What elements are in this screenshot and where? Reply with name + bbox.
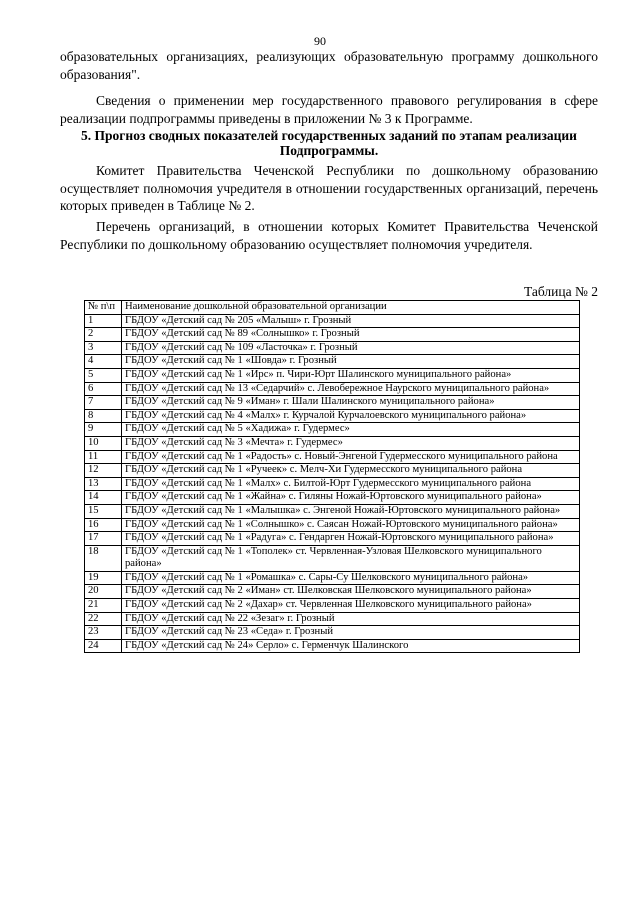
organization-name: ГБДОУ «Детский сад № 1 «Ирс» п. Чири-Юрт Шалинского муниципального района» <box>122 368 580 382</box>
organizations-table <box>84 300 580 653</box>
row-number: 22 <box>85 612 122 626</box>
table-row <box>85 368 580 382</box>
organization-name: ГБДОУ «Детский сад № 2 «Иман» ст. Шелковская Шелковского муниципального района» <box>122 585 580 599</box>
row-number: 2 <box>85 328 122 342</box>
row-number: 21 <box>85 599 122 613</box>
table-caption: Таблица № 2 <box>524 284 598 299</box>
table-row <box>85 491 580 505</box>
organization-name: ГБДОУ «Детский сад № 1 «Малх» с. Билтой-Юрт Гудермесского муниципального района <box>122 477 580 491</box>
table-row <box>85 612 580 626</box>
organization-name: ГБДОУ «Детский сад № 3 «Мечта» г. Гудермес» <box>122 436 580 450</box>
table-header-row <box>85 301 580 315</box>
table-row <box>85 450 580 464</box>
row-number: 8 <box>85 409 122 423</box>
header-organization-name: Наименование дошкольной образовательной организации <box>122 301 580 315</box>
row-number: 20 <box>85 585 122 599</box>
paragraph-1: образовательных организациях, реализующих образовательную программу дошкольного образования". <box>60 49 598 82</box>
organization-name: ГБДОУ «Детский сад № 2 «Дахар» ст. Червленная Шелковского муниципального района» <box>122 599 580 613</box>
organization-name: ГБДОУ «Детский сад № 5 «Хадижа» г. Гудермес» <box>122 423 580 437</box>
row-number: 19 <box>85 571 122 585</box>
organizations-table-container <box>84 300 580 653</box>
row-number: 5 <box>85 368 122 382</box>
table-row <box>85 423 580 437</box>
row-number: 14 <box>85 491 122 505</box>
row-number: 1 <box>85 314 122 328</box>
row-number: 11 <box>85 450 122 464</box>
organization-name: ГБДОУ «Детский сад № 13 «Седарчий» с. Левобережное Наурского муниципального района» <box>122 382 580 396</box>
row-number: 4 <box>85 355 122 369</box>
table-row <box>85 599 580 613</box>
organization-name: ГБДОУ «Детский сад № 4 «Малх» г. Курчалой Курчалоевского муниципального района» <box>122 409 580 423</box>
row-number: 3 <box>85 341 122 355</box>
organization-name: ГБДОУ «Детский сад № 1 «Жайна» с. Гиляны Ножай-Юртовского муниципального района» <box>122 491 580 505</box>
table-row <box>85 314 580 328</box>
row-number: 15 <box>85 504 122 518</box>
organization-name: ГБДОУ «Детский сад № 1 «Шовда» г. Грозный <box>122 355 580 369</box>
row-number: 7 <box>85 396 122 410</box>
table-row <box>85 341 580 355</box>
organization-name: ГБДОУ «Детский сад № 22 «Зезаг» г. Грозный <box>122 612 580 626</box>
organization-name: ГБДОУ «Детский сад № 89 «Солнышко» г. Грозный <box>122 328 580 342</box>
row-number: 16 <box>85 518 122 532</box>
header-number: № п\п <box>85 301 122 315</box>
organization-name: ГБДОУ «Детский сад № 109 «Ласточка» г. Грозный <box>122 341 580 355</box>
row-number: 13 <box>85 477 122 491</box>
row-number: 18 <box>85 545 122 571</box>
row-number: 10 <box>85 436 122 450</box>
paragraph-4: Перечень организаций, в отношении которых Комитет Правительства Чеченской Республики по дошкольному образованию осуществляет полномочия учредителя. <box>60 219 598 252</box>
row-number: 9 <box>85 423 122 437</box>
table-row <box>85 504 580 518</box>
table-row <box>85 626 580 640</box>
table-row <box>85 477 580 491</box>
organization-name: ГБДОУ «Детский сад № 9 «Иман» г. Шали Шалинского муниципального района» <box>122 396 580 410</box>
table-row <box>85 355 580 369</box>
organization-name: ГБДОУ «Детский сад № 1 «Малышка» с. Энгеной Ножай-Юртовского муниципального района» <box>122 504 580 518</box>
organization-name: ГБДОУ «Детский сад № 1 «Ромашка» с. Сары-Су Шелковского муниципального района» <box>122 571 580 585</box>
section-heading: 5. Прогноз сводных показателей государственных заданий по этапам реализации Подпрограммы. <box>81 128 577 158</box>
organization-name: ГБДОУ «Детский сад № 1 «Радуга» с. Гендарген Ножай-Юртовского муниципального района» <box>122 532 580 546</box>
row-number: 24 <box>85 639 122 653</box>
row-number: 12 <box>85 464 122 478</box>
row-number: 6 <box>85 382 122 396</box>
page-number: 90 <box>314 34 326 48</box>
organization-name: ГБДОУ «Детский сад № 205 «Малыш» г. Грозный <box>122 314 580 328</box>
table-row <box>85 585 580 599</box>
table-row <box>85 545 580 571</box>
table-row <box>85 436 580 450</box>
organization-name: ГБДОУ «Детский сад № 1 «Радость» с. Новый-Энгеной Гудермесского муниципального района <box>122 450 580 464</box>
organization-name: ГБДОУ «Детский сад № 1 «Солнышко» с. Саясан Ножай-Юртовского муниципального района» <box>122 518 580 532</box>
organization-name: ГБДОУ «Детский сад № 1 «Тополек» ст. Червленная-Узловая Шелковского муниципального района» <box>122 545 580 571</box>
table-row <box>85 409 580 423</box>
row-number: 17 <box>85 532 122 546</box>
organization-name: ГБДОУ «Детский сад № 1 «Ручеек» с. Мелч-Хи Гудермесского муниципального района <box>122 464 580 478</box>
table-row <box>85 396 580 410</box>
table-row <box>85 382 580 396</box>
table-row <box>85 532 580 546</box>
table-row <box>85 328 580 342</box>
paragraph-2: Сведения о применении мер государственного правового регулирования в сфере реализации подпрограммы приведены в приложении № 3 к Программе. <box>60 93 598 126</box>
paragraph-3: Комитет Правительства Чеченской Республики по дошкольному образованию осуществляет полномочия учредителя в отношении государственных организаций, перечень которых приведен в Таблице № 2. <box>60 163 598 213</box>
table-row <box>85 518 580 532</box>
table-row <box>85 571 580 585</box>
table-row <box>85 464 580 478</box>
organization-name: ГБДОУ «Детский сад № 24» Серло» с. Герменчук Шалинского <box>122 639 580 653</box>
row-number: 23 <box>85 626 122 640</box>
organization-name: ГБДОУ «Детский сад № 23 «Седа» г. Грозный <box>122 626 580 640</box>
table-body <box>85 314 580 653</box>
table-row <box>85 639 580 653</box>
